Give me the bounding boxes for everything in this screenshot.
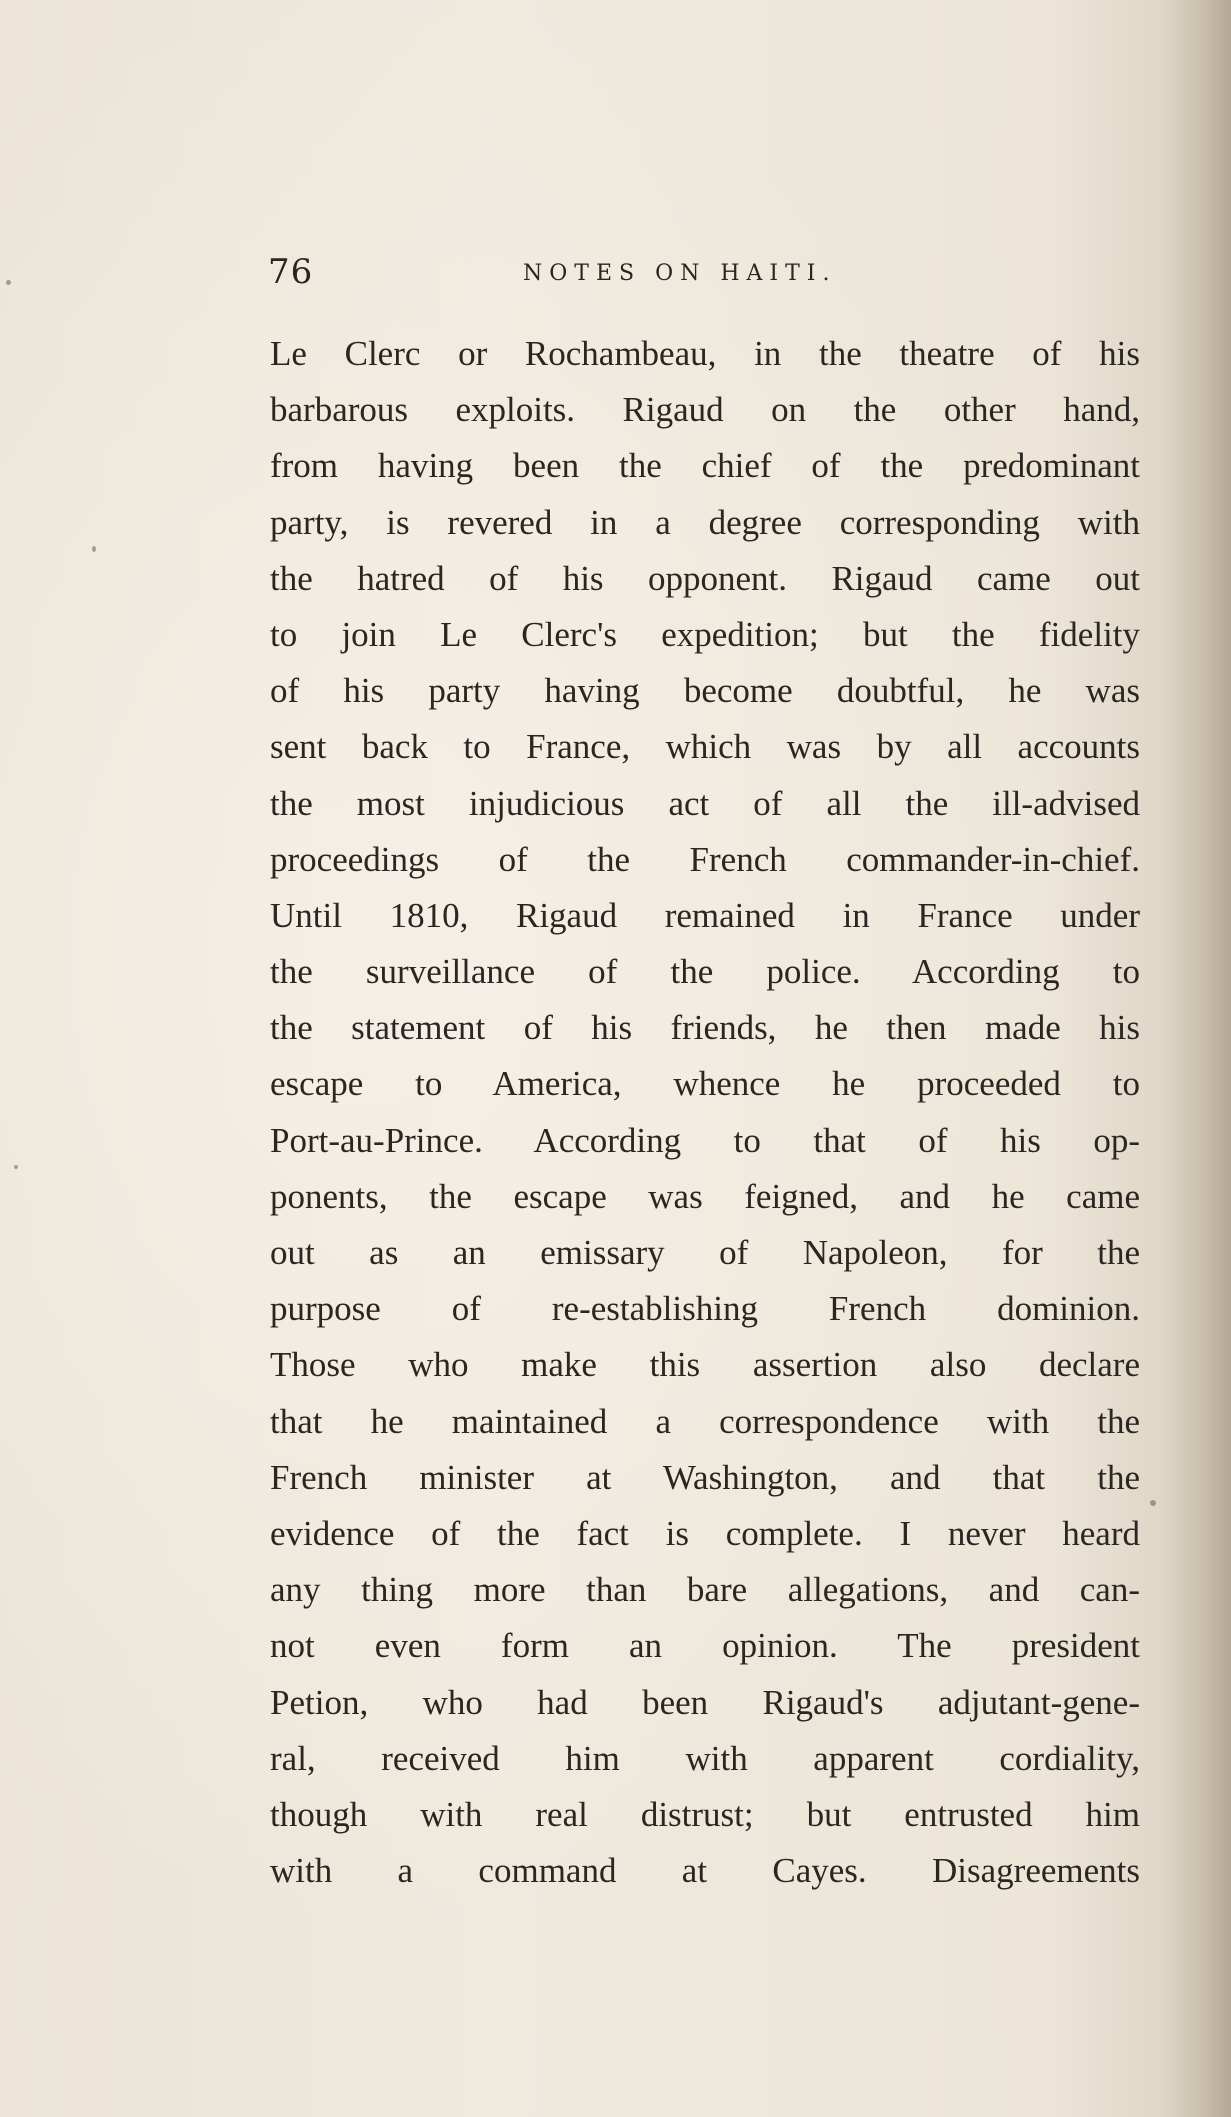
text-line: Petion, who had been Rigaud's adjutant-gene-	[270, 1682, 1140, 1722]
text-line: party, is revered in a degree corresponding with	[270, 502, 1140, 542]
text-line: out as an emissary of Napoleon, for the	[270, 1233, 1140, 1272]
text-line: barbarous exploits. Rigaud on the other hand,	[270, 390, 1140, 430]
text-line: to join Le Clerc's expedition; but the fidelity	[270, 614, 1140, 654]
text-line: evidence of the fact is complete. I never heard	[270, 1513, 1140, 1553]
page-edge-shadow	[1161, 0, 1231, 2117]
text-line: the statement of his friends, he then made his	[270, 1008, 1140, 1048]
text-line: the hatred of his opponent. Rigaud came out	[270, 558, 1140, 598]
text-line: Le Clerc or Rochambeau, in the theatre of his	[270, 334, 1140, 373]
text-line: Those who make this assertion also declare	[270, 1345, 1140, 1385]
text-line: from having been the chief of the predominant	[270, 446, 1140, 486]
text-line: that he maintained a correspondence with the	[270, 1401, 1140, 1441]
body-text	[270, 326, 1140, 1899]
paper-speck	[92, 546, 96, 552]
text-line: French minister at Washington, and that the	[270, 1457, 1140, 1497]
text-line: ral, received him with apparent cordiality,	[270, 1738, 1140, 1778]
paper-speck	[6, 280, 11, 285]
text-line: purpose of re-establishing French dominion.	[270, 1289, 1140, 1329]
text-line: sent back to France, which was by all accounts	[270, 727, 1140, 767]
paper-speck	[14, 1165, 18, 1169]
text-line: of his party having become doubtful, he was	[270, 671, 1140, 711]
text-line: the surveillance of the police. According to	[270, 952, 1140, 992]
text-line: Port-au-Prince. According to that of his op-	[270, 1120, 1140, 1160]
text-line: proceedings of the French commander-in-chief.	[270, 839, 1140, 879]
text-line: Until 1810, Rigaud remained in France under	[270, 895, 1140, 935]
running-title: NOTES ON HAITI.	[523, 261, 837, 286]
text-line: any thing more than bare allegations, and can-	[270, 1570, 1140, 1610]
text-line: escape to America, whence he proceeded to	[270, 1064, 1140, 1104]
running-header	[268, 252, 1148, 302]
page-number: 76	[268, 252, 314, 292]
text-line: not even form an opinion. The president	[270, 1626, 1140, 1666]
paper-speck	[1150, 1500, 1156, 1506]
text-line: with a command at Cayes. Disagreements	[270, 1851, 1140, 1891]
text-line: though with real distrust; but entrusted him	[270, 1794, 1140, 1834]
text-line: ponents, the escape was feigned, and he came	[270, 1176, 1140, 1216]
text-line: the most injudicious act of all the ill-advised	[270, 783, 1140, 823]
